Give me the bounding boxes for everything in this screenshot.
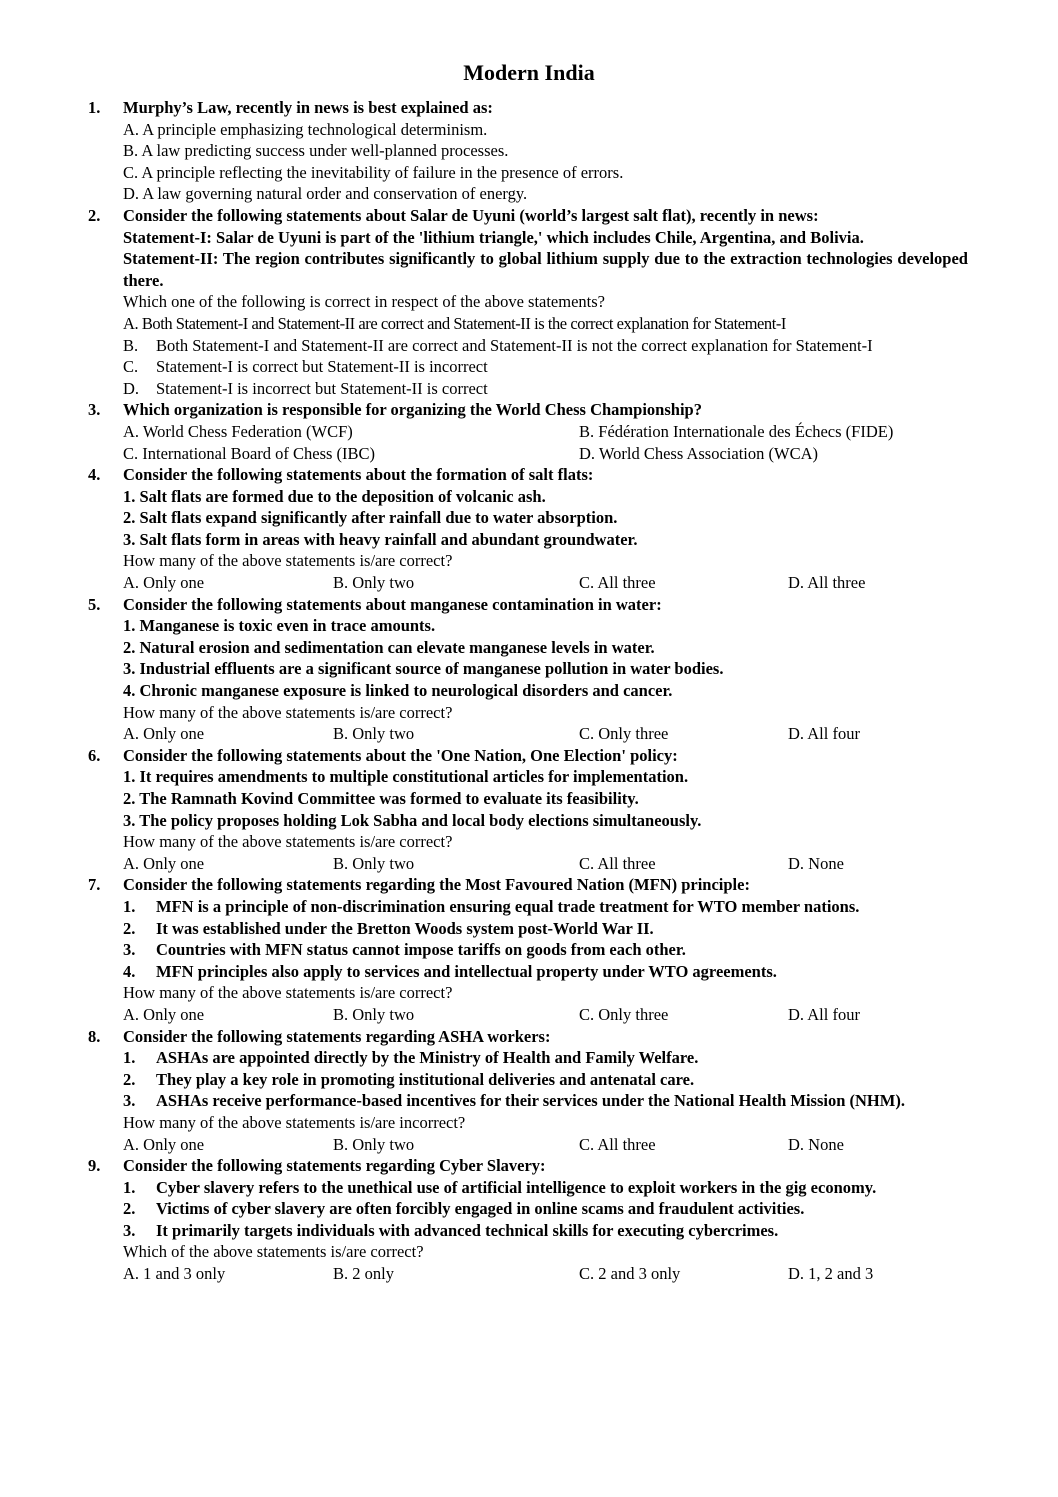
statement	[123, 1198, 968, 1220]
question	[88, 594, 968, 745]
statement-number: 3.	[123, 529, 136, 549]
option-text: International Board of Chess (IBC)	[142, 443, 376, 463]
option-text: World Chess Association (WCA)	[598, 443, 818, 463]
option-label: C.	[579, 724, 595, 744]
option-text: Only two	[352, 724, 415, 744]
statement	[123, 658, 968, 680]
statement-text: Industrial effluents are a significant source of manganese pollution in water bodies.	[139, 659, 724, 679]
option-text: All four	[807, 1004, 860, 1024]
statement	[123, 507, 968, 529]
question-number: 6.	[88, 745, 101, 765]
statement-number: 3.	[123, 1220, 136, 1240]
option	[579, 1134, 788, 1156]
option-label: C.	[579, 1134, 595, 1154]
option-label: D.	[788, 853, 805, 873]
option	[123, 378, 968, 400]
option-text: 2 and 3 only	[598, 1264, 681, 1284]
statement	[123, 1177, 968, 1199]
options-row	[123, 572, 968, 594]
statement-number: 1.	[123, 896, 136, 916]
statement-text: The Ramnath Kovind Committee was formed to evaluate its feasibility.	[139, 789, 639, 808]
option-label: A.	[123, 724, 140, 744]
option-text: Statement-I is correct but Statement-II is incorrect	[156, 357, 488, 377]
option	[788, 723, 968, 745]
option-label: A.	[123, 1264, 140, 1284]
option-text: Only one	[143, 724, 205, 744]
statement	[123, 486, 968, 508]
option-text: 2 only	[352, 1264, 394, 1284]
question	[88, 1155, 968, 1285]
statement	[123, 1220, 968, 1242]
statement-number: 3.	[123, 659, 136, 679]
statement	[123, 637, 968, 659]
statement: Statement-I: Salar de Uyuni is part of the 'lithium triangle,' which includes Chile, Argentina, and Bolivia.	[123, 227, 864, 247]
statement-text: Chronic manganese exposure is linked to neurological disorders and cancer.	[139, 681, 673, 701]
question-prompt: How many of the above statements is/are correct?	[123, 702, 453, 722]
option-text: Only one	[143, 1004, 205, 1024]
option-text: Only one	[143, 853, 205, 873]
statement-number: 1.	[123, 616, 136, 636]
option-text: Only two	[352, 853, 415, 873]
statement	[123, 1069, 968, 1091]
question	[88, 205, 968, 399]
option	[333, 1004, 579, 1026]
statement-text: They play a key role in promoting institutional deliveries and antenatal care.	[156, 1069, 695, 1089]
statement	[123, 766, 968, 788]
option	[123, 184, 527, 203]
question-body	[123, 1155, 968, 1285]
statement-text: Victims of cyber slavery are often forcibly engaged in online scams and fraudulent activities.	[156, 1199, 805, 1219]
question	[88, 1026, 968, 1156]
statement-text: MFN principles also apply to services and intellectual property under WTO agreements.	[156, 961, 777, 981]
statement	[123, 939, 968, 961]
statement	[123, 1090, 968, 1112]
option-text: Fédération Internationale des Échecs (FIDE)	[598, 421, 894, 441]
question-heading: Murphy’s Law, recently in news is best explained as:	[123, 98, 493, 117]
statement	[123, 918, 968, 940]
option	[333, 1263, 579, 1285]
option	[123, 119, 968, 141]
option-text: All four	[807, 724, 860, 744]
option-label: C.	[579, 1264, 595, 1284]
statement-text: Natural erosion and sedimentation can elevate manganese levels in water.	[139, 637, 655, 657]
option-label: B.	[333, 1134, 349, 1154]
statement-text: Salt flats form in areas with heavy rainfall and abundant groundwater.	[139, 529, 638, 549]
statement-number: 2.	[123, 1199, 136, 1219]
statement	[123, 810, 968, 832]
statement	[123, 961, 968, 983]
statement	[123, 529, 968, 551]
statement-number: 3.	[123, 940, 136, 960]
question-heading: Consider the following statements regarding Cyber Slavery:	[123, 1156, 546, 1176]
statement-number: 2.	[123, 508, 136, 528]
option-label: D.	[123, 184, 140, 204]
statement: Statement-II: The region contributes significantly to global lithium supply due to the extraction technologies developed there.	[123, 249, 968, 290]
statement-number: 2.	[123, 1069, 136, 1089]
option-label: A.	[123, 1004, 140, 1024]
options-row	[123, 1263, 968, 1285]
option	[123, 1263, 333, 1285]
option-text: Only two	[352, 1004, 415, 1024]
question-body	[123, 464, 968, 594]
statement-text: Salt flats expand significantly after rainfall due to water absorption.	[139, 508, 618, 528]
option-label: B.	[333, 1264, 349, 1284]
option-label: B.	[123, 141, 139, 161]
question-number: 2.	[88, 205, 101, 225]
option-label: B.	[579, 421, 595, 441]
option-label: C.	[579, 573, 595, 593]
option-label: A.	[123, 421, 140, 441]
option-text: Both Statement-I and Statement-II are correct and Statement-II is not the correct explanation for Statement-I	[156, 335, 873, 355]
question-heading: Consider the following statements about Salar de Uyuni (world’s largest salt flat), recently in news:	[123, 205, 819, 225]
option	[123, 335, 968, 357]
option-label: B.	[333, 724, 349, 744]
question-number: 3.	[88, 400, 101, 420]
statement-text: MFN is a principle of non-discrimination ensuring equal trade treatment for WTO member nations.	[156, 896, 860, 916]
statement-number: 1.	[123, 767, 136, 787]
options-row	[123, 421, 968, 443]
options-row	[123, 1004, 968, 1026]
question-body	[123, 1026, 968, 1156]
option	[123, 723, 333, 745]
option-label: D.	[788, 1004, 805, 1024]
option-text: A principle emphasizing technological determinism.	[142, 119, 488, 139]
statement-number: 4.	[123, 681, 136, 701]
option-label: D.	[788, 1264, 805, 1284]
statement-number: 2.	[123, 918, 136, 938]
question-body	[123, 97, 968, 205]
option	[788, 1263, 968, 1285]
question-number: 8.	[88, 1026, 101, 1046]
option-text: World Chess Federation (WCF)	[142, 421, 353, 441]
option-text: A principle reflecting the inevitability of failure in the presence of errors.	[141, 162, 624, 182]
statement-number: 3.	[123, 810, 136, 830]
option-text: All three	[597, 573, 656, 593]
question-prompt: Which of the above statements is/are correct?	[123, 1242, 424, 1262]
statement	[123, 615, 968, 637]
option	[579, 421, 968, 443]
statement	[123, 1047, 968, 1069]
option	[333, 572, 579, 594]
question-heading: Consider the following statements regarding the Most Favoured Nation (MFN) principle:	[123, 875, 750, 895]
option	[123, 141, 508, 160]
question-number: 1.	[88, 98, 101, 117]
question-prompt: How many of the above statements is/are correct?	[123, 551, 453, 571]
option	[123, 572, 333, 594]
statement-text: Countries with MFN status cannot impose tariffs on goods from each other.	[156, 940, 686, 960]
option	[123, 421, 579, 443]
option-text: 1, 2 and 3	[808, 1264, 874, 1284]
option-label: D.	[123, 378, 140, 398]
statement	[123, 788, 968, 810]
statement-text: Cyber slavery refers to the unethical use of artificial intelligence to exploit workers in the gig economy.	[156, 1177, 877, 1197]
option	[123, 140, 968, 162]
question-prompt: How many of the above statements is/are correct?	[123, 832, 453, 852]
option-label: D.	[788, 573, 805, 593]
statement-number: 2.	[123, 637, 136, 657]
question-number: 9.	[88, 1156, 101, 1176]
option-label: A.	[123, 853, 140, 873]
question	[88, 745, 968, 875]
options-row	[123, 443, 968, 465]
question-body	[123, 745, 968, 875]
options-row	[123, 853, 968, 875]
option-label: C.	[123, 162, 139, 182]
statement-number: 1.	[123, 486, 136, 506]
option	[788, 1004, 968, 1026]
statement-text: The policy proposes holding Lok Sabha and local body elections simultaneously.	[139, 810, 702, 830]
option	[579, 723, 788, 745]
option	[579, 1004, 788, 1026]
option	[123, 162, 968, 184]
question-heading: Consider the following statements about the 'One Nation, One Election' policy:	[123, 745, 678, 765]
options-row	[123, 1134, 968, 1156]
statement-number: 3.	[123, 1091, 136, 1111]
statement-text: Salt flats are formed due to the deposition of volcanic ash.	[139, 486, 546, 506]
option-label: D.	[788, 1134, 805, 1154]
option-text: Only two	[352, 573, 415, 593]
question-prompt: How many of the above statements is/are correct?	[123, 983, 453, 1003]
option-label: B.	[333, 853, 349, 873]
statement-text: It was established under the Bretton Woods system post-World War II.	[156, 918, 654, 938]
option-text: All three	[597, 1134, 656, 1154]
option	[123, 183, 968, 205]
statement	[123, 896, 968, 918]
option-label: D.	[579, 443, 596, 463]
statement-text: It requires amendments to multiple constitutional articles for implementation.	[139, 767, 689, 787]
question-body	[123, 205, 968, 399]
option	[579, 443, 968, 465]
option-label: A.	[123, 1134, 140, 1154]
option-text: Both Statement-I and Statement-II are correct and Statement-II is the correct explanation for Statement-I	[141, 313, 786, 333]
option-label: C.	[123, 357, 139, 377]
option-text: Only one	[143, 1134, 205, 1154]
option	[788, 1134, 968, 1156]
option	[333, 1134, 579, 1156]
question-list	[88, 97, 968, 1285]
statement	[123, 680, 968, 702]
question-heading: Consider the following statements about manganese contamination in water:	[123, 594, 662, 614]
option-label: C.	[579, 1004, 595, 1024]
option	[788, 572, 968, 594]
question-heading: Consider the following statements about the formation of salt flats:	[123, 465, 594, 485]
option	[333, 853, 579, 875]
option-text: Statement-I is incorrect but Statement-II is correct	[156, 378, 488, 398]
option	[123, 163, 623, 182]
option	[579, 1263, 788, 1285]
option	[579, 572, 788, 594]
option-text: 1 and 3 only	[143, 1264, 226, 1284]
option-text: Only three	[598, 724, 669, 744]
option-label: A.	[123, 119, 140, 139]
question-body	[123, 594, 968, 745]
option-text: None	[808, 853, 844, 873]
question-body	[123, 874, 968, 1025]
option-label: C.	[579, 853, 595, 873]
option	[579, 853, 788, 875]
statement-number: 1.	[123, 1048, 136, 1068]
option	[123, 313, 968, 335]
statement-number: 4.	[123, 961, 136, 981]
question-number: 4.	[88, 465, 101, 485]
question	[88, 874, 968, 1025]
statement-text: ASHAs receive performance-based incentives for their services under the National Health Mission (NHM).	[156, 1091, 905, 1111]
options-row	[123, 723, 968, 745]
option-label: A.	[123, 313, 139, 333]
option-text: A law governing natural order and conservation of energy.	[142, 184, 528, 204]
option-text: All three	[597, 853, 656, 873]
option-text: None	[808, 1134, 844, 1154]
option	[123, 356, 968, 378]
option	[123, 1004, 333, 1026]
option-text: Only three	[598, 1004, 669, 1024]
question	[88, 399, 968, 464]
question-body	[123, 399, 968, 464]
option	[333, 723, 579, 745]
question-number: 7.	[88, 875, 101, 895]
option-label: B.	[333, 573, 349, 593]
option	[123, 314, 786, 333]
statement-text: ASHAs are appointed directly by the Ministry of Health and Family Welfare.	[156, 1048, 699, 1068]
statement-number: 1.	[123, 1177, 136, 1197]
page-title: Modern India	[463, 60, 595, 85]
option-text: Only two	[352, 1134, 415, 1154]
option-text: Only one	[143, 573, 205, 593]
option-label: A.	[123, 573, 140, 593]
option	[123, 443, 579, 465]
question-number: 5.	[88, 594, 101, 614]
option-label: C.	[123, 443, 139, 463]
option	[123, 1134, 333, 1156]
question	[88, 97, 968, 205]
statement-text: It primarily targets individuals with advanced technical skills for executing cybercrimes.	[156, 1220, 779, 1240]
question-prompt: How many of the above statements is/are incorrect?	[123, 1112, 466, 1132]
option	[788, 853, 968, 875]
option	[123, 120, 487, 139]
question-heading: Consider the following statements regarding ASHA workers:	[123, 1026, 551, 1046]
option-text: All three	[807, 573, 866, 593]
question-heading: Which organization is responsible for organizing the World Chess Championship?	[123, 400, 702, 420]
statement-text: Manganese is toxic even in trace amounts.	[139, 616, 436, 636]
option-label: D.	[788, 724, 805, 744]
option-text: A law predicting success under well-planned processes.	[141, 141, 509, 161]
question-prompt: Which one of the following is correct in respect of the above statements?	[123, 292, 605, 312]
option-label: B.	[123, 335, 139, 355]
option	[123, 853, 333, 875]
statement-number: 2.	[123, 789, 136, 808]
option-label: B.	[333, 1004, 349, 1024]
question	[88, 464, 968, 594]
